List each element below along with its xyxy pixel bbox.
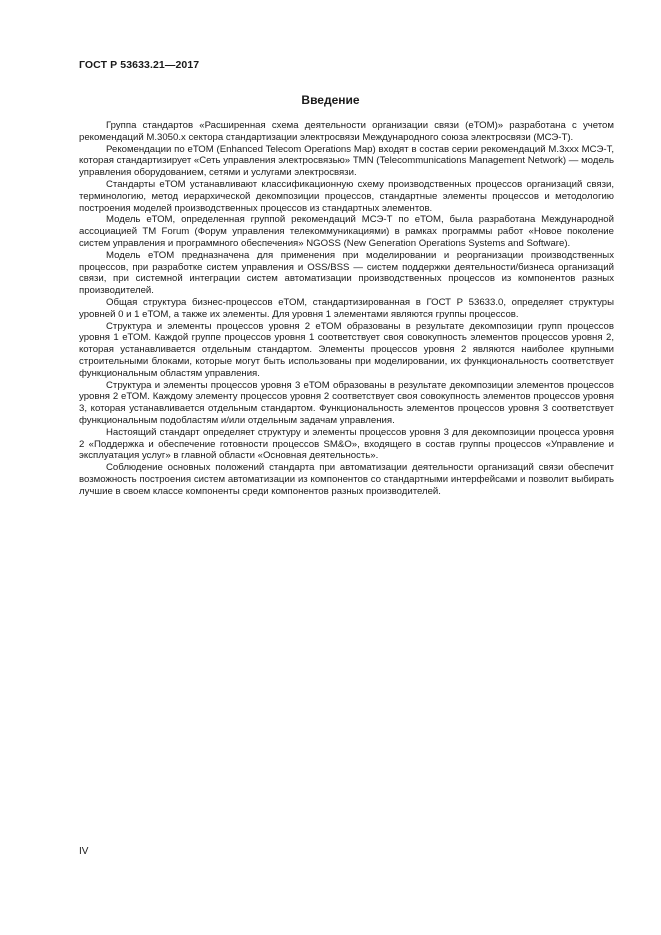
paragraph: Настоящий стандарт определяет структуру и элементы процессов уровня 3 для декомпозиции процесса уровня 2 «Поддержка и обеспечение готовности процессов SM&O», входящего в состав группы процессов «Управление и эксплуатация услуг» в главной области «Основная деятельность». bbox=[79, 426, 614, 462]
paragraph: Структура и элементы процессов уровня 3 еТОМ образованы в результате декомпозиции элементов процессов уровня 2 еТОМ. Каждому элементу процессов уровня 2 соответствует своя совокупность элементов процессов уровня 3, которая устанавливается отдельным стандартом. Функциональность элементов процессов уровня 3 соответствует функциональным подобластям и/или отдельным задачам управления. bbox=[79, 379, 614, 426]
paragraph: Структура и элементы процессов уровня 2 еТОМ образованы в результате декомпозиции групп процессов уровня 1 еТОМ. Каждой группе процессов уровня 1 соответствует своя совокупность элементов процессов уровня 2, которая устанавливается отдельным стандартом. Элементы процессов уровня 2 являются наиболее крупными строительными блоками, которые могут быть использованы при моделировании, их функциональность соответствует функциональным областям управления. bbox=[79, 320, 614, 379]
document-body bbox=[79, 120, 614, 498]
paragraph: Рекомендации по еТОМ (Enhanced Telecom Operations Map) входят в состав серии рекомендаций М.3xxx МСЭ-Т, которая стандартизирует «Сеть управления электросвязью» TMN (Telecommunications Management Network) — модель управления оборудованием, сетями и услугами электросвязи. bbox=[79, 143, 614, 179]
page-number: IV bbox=[79, 846, 89, 857]
paragraph: Модель еТОМ предназначена для применения при моделировании и реорганизации производственных процессов, при разработке систем управления и OSS/BSS — систем поддержки деятельности/бизнеса организаций связи, при системной интеграции систем автоматизации производственных процессов из компонентов разных производителей. bbox=[79, 249, 614, 297]
document-header: ГОСТ Р 53633.21—2017 bbox=[79, 59, 200, 71]
paragraph: Соблюдение основных положений стандарта при автоматизации деятельности организаций связи обеспечит возможность построения систем автоматизации из компонентов со стандартными интерфейсами и позволит выбирать лучшие в своем классе компоненты среди компонентов разных производителей. bbox=[79, 462, 614, 497]
paragraph: Стандарты еТОМ устанавливают классификационную схему производственных процессов организаций связи, терминологию, метод иерархической декомпозиции процессов, стандартные элементы процессов и методологию построения моделей производственных процессов из стандартных элементов. bbox=[79, 178, 614, 214]
paragraph: Модель еТОМ, определенная группой рекомендаций МСЭ-Т по еТОМ, была разработана Международной ассоциацией TM Forum (Форум управления телекоммуникациями) в рамках программы работ «Новое поколение систем управления и программного обеспечения» NGOSS (New Generation Operations Systems and Software). bbox=[79, 214, 614, 249]
paragraph: Группа стандартов «Расширенная схема деятельности организации связи (еТОМ)» разработана с учетом рекомендаций М.3050.x сектора стандартизации электросвязи Международного союза электросвязи (МСЭ-Т). bbox=[79, 120, 614, 143]
paragraph: Общая структура бизнес-процессов еТОМ, стандартизированная в ГОСТ Р 53633.0, определяет структуры уровней 0 и 1 еТОМ, а также их элементы. Для уровня 1 элементами являются группы процессов. bbox=[79, 296, 614, 320]
section-title: Введение bbox=[301, 93, 360, 107]
